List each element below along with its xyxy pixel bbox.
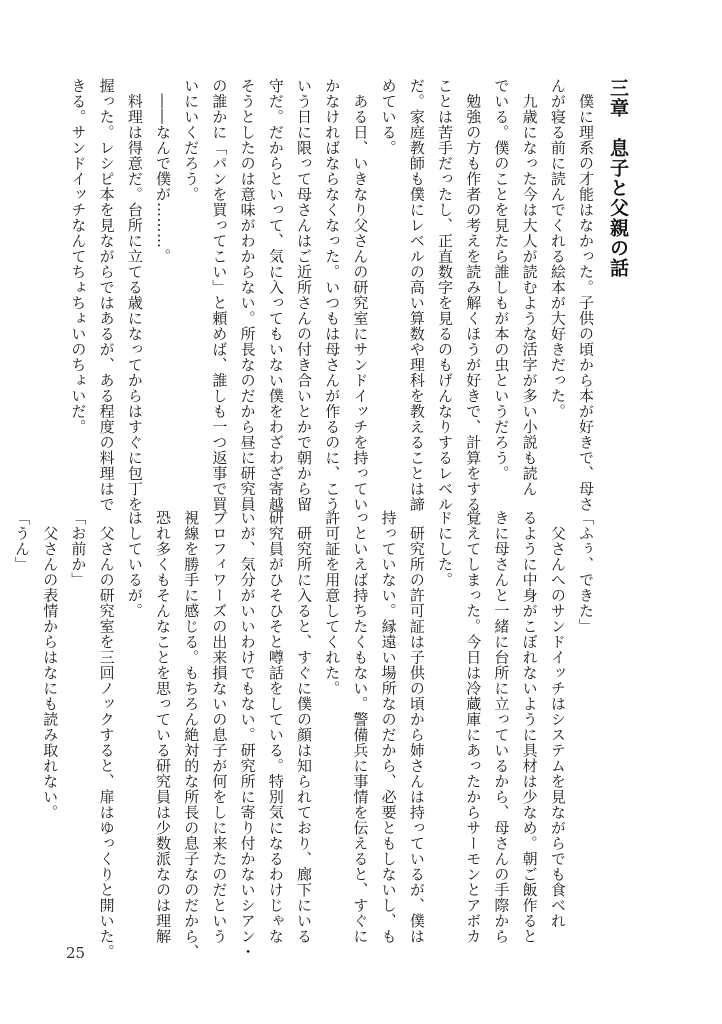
text-line: 僕に理系の才能はなかった。子供の頃から本が好きで、母さ: [577, 78, 595, 512]
text-line: の誰かに「パンを買ってこい」と頼めば、誰しも一つ返事で買: [210, 78, 229, 512]
text-line: 料理は得意だ。台所に立てる歳になってからはすぐに包丁を: [125, 78, 144, 512]
text-line: っといえば持ちたくもない。警備兵に事情を伝えると、すぐに: [351, 510, 370, 944]
text-line: 「ふぅ、できた」: [577, 510, 595, 634]
text-line: はしているが。: [125, 510, 144, 619]
text-line: きる。サンドイッチなんてちょちょいのちょいだ。: [69, 78, 88, 435]
text-line: 視線を勝手に感じる。もちろん絶対的な所長の息子なのだから、: [182, 510, 201, 960]
text-line: 「うん」: [13, 510, 31, 572]
text-line: ドにした。: [436, 510, 454, 588]
chapter-title: 三章 息子と父親の話: [607, 78, 629, 278]
text-line: 父さんへのサンドイッチはシステムを見ながらでも食べれ: [548, 510, 567, 929]
text-line: 「お前か」: [69, 510, 88, 588]
text-line: だ。家庭教師も僕にレベルの高い算数や理科を教えることは諦: [407, 78, 426, 512]
text-line: 父さんの表情からはなにも読み取れない。: [41, 510, 60, 820]
text-line: 勉強の方も作者の考えを読み解くほうが好きで、計算をする: [464, 78, 483, 512]
text-line: かなければならなくなった。いつもは母さんが作るのに、こう: [323, 78, 342, 512]
page-number: 25: [66, 944, 86, 962]
text-line: 研究員がひそひそと噂話をしている。特別気になるわけじゃな: [266, 510, 285, 944]
text-line: んが寝る前に読んでくれる絵本が大好きだった。: [548, 78, 567, 419]
text-line: でいる。僕のことを見たら誰しもが本の虫というだろう。: [492, 78, 511, 481]
text-line: いにいくだろう。: [182, 78, 201, 202]
text-line: きに母さんと一緒に台所に立っているから、母さんの手際から: [492, 510, 511, 944]
text-line: るように中身がこぼれないように具材は少なめ。朝ご飯作ると: [520, 510, 539, 944]
text-line: ブロフィワーズの出来損ないの息子が何をしに来たのだという: [210, 510, 229, 944]
text-line: いが、気分がいいわけでもない。研究所に寄り付かないシアン・: [238, 510, 257, 960]
text-line: 守だ。だからといって、気に入ってもいない僕をわざわざ寄越: [266, 78, 285, 512]
text-line: 許可証を用意してくれた。: [323, 510, 342, 696]
text-line: 九歳になった今は大人が読むような活字が多い小説も読ん: [520, 78, 539, 497]
text-line: めている。: [379, 78, 398, 156]
text-line: ことは苦手だったし、正直数字を見るのもげんなりするレベル: [436, 78, 454, 512]
text-line: いう日に限って母さんはご近所さんの付き合いとかで朝から留: [295, 78, 313, 512]
text-line: 研究所に入ると、すぐに僕の顔は知られており、廊下にいる: [295, 510, 313, 944]
text-line: 研究所の許可証は子供の頃から姉さんは持っているが、僕は: [407, 510, 426, 944]
text-line: 持っていない。縁遠い場所なのだから、必要ともしないし、も: [379, 510, 398, 944]
text-line: ある日、いきなり父さんの研究室にサンドイッチを持ってい: [351, 78, 370, 512]
text-line: そうとしたのは意味がわからない。所長なのだから昼に研究員: [238, 78, 257, 512]
text-line: 覚えてしまった。今日は冷蔵庫にあったからサーモンとアボカ: [464, 510, 483, 944]
text-line: ――なんで僕が………。: [154, 78, 172, 264]
text-line: 握った。レシピ本を見ながらではあるが、ある程度の料理はで: [97, 78, 116, 512]
text-line: 恐れ多くもそんなことを思っている研究員は少数派なのは理解: [154, 510, 172, 944]
text-line: 父さんの研究室を三回ノックすると、扉はゆっくりと開いた。: [97, 510, 116, 960]
